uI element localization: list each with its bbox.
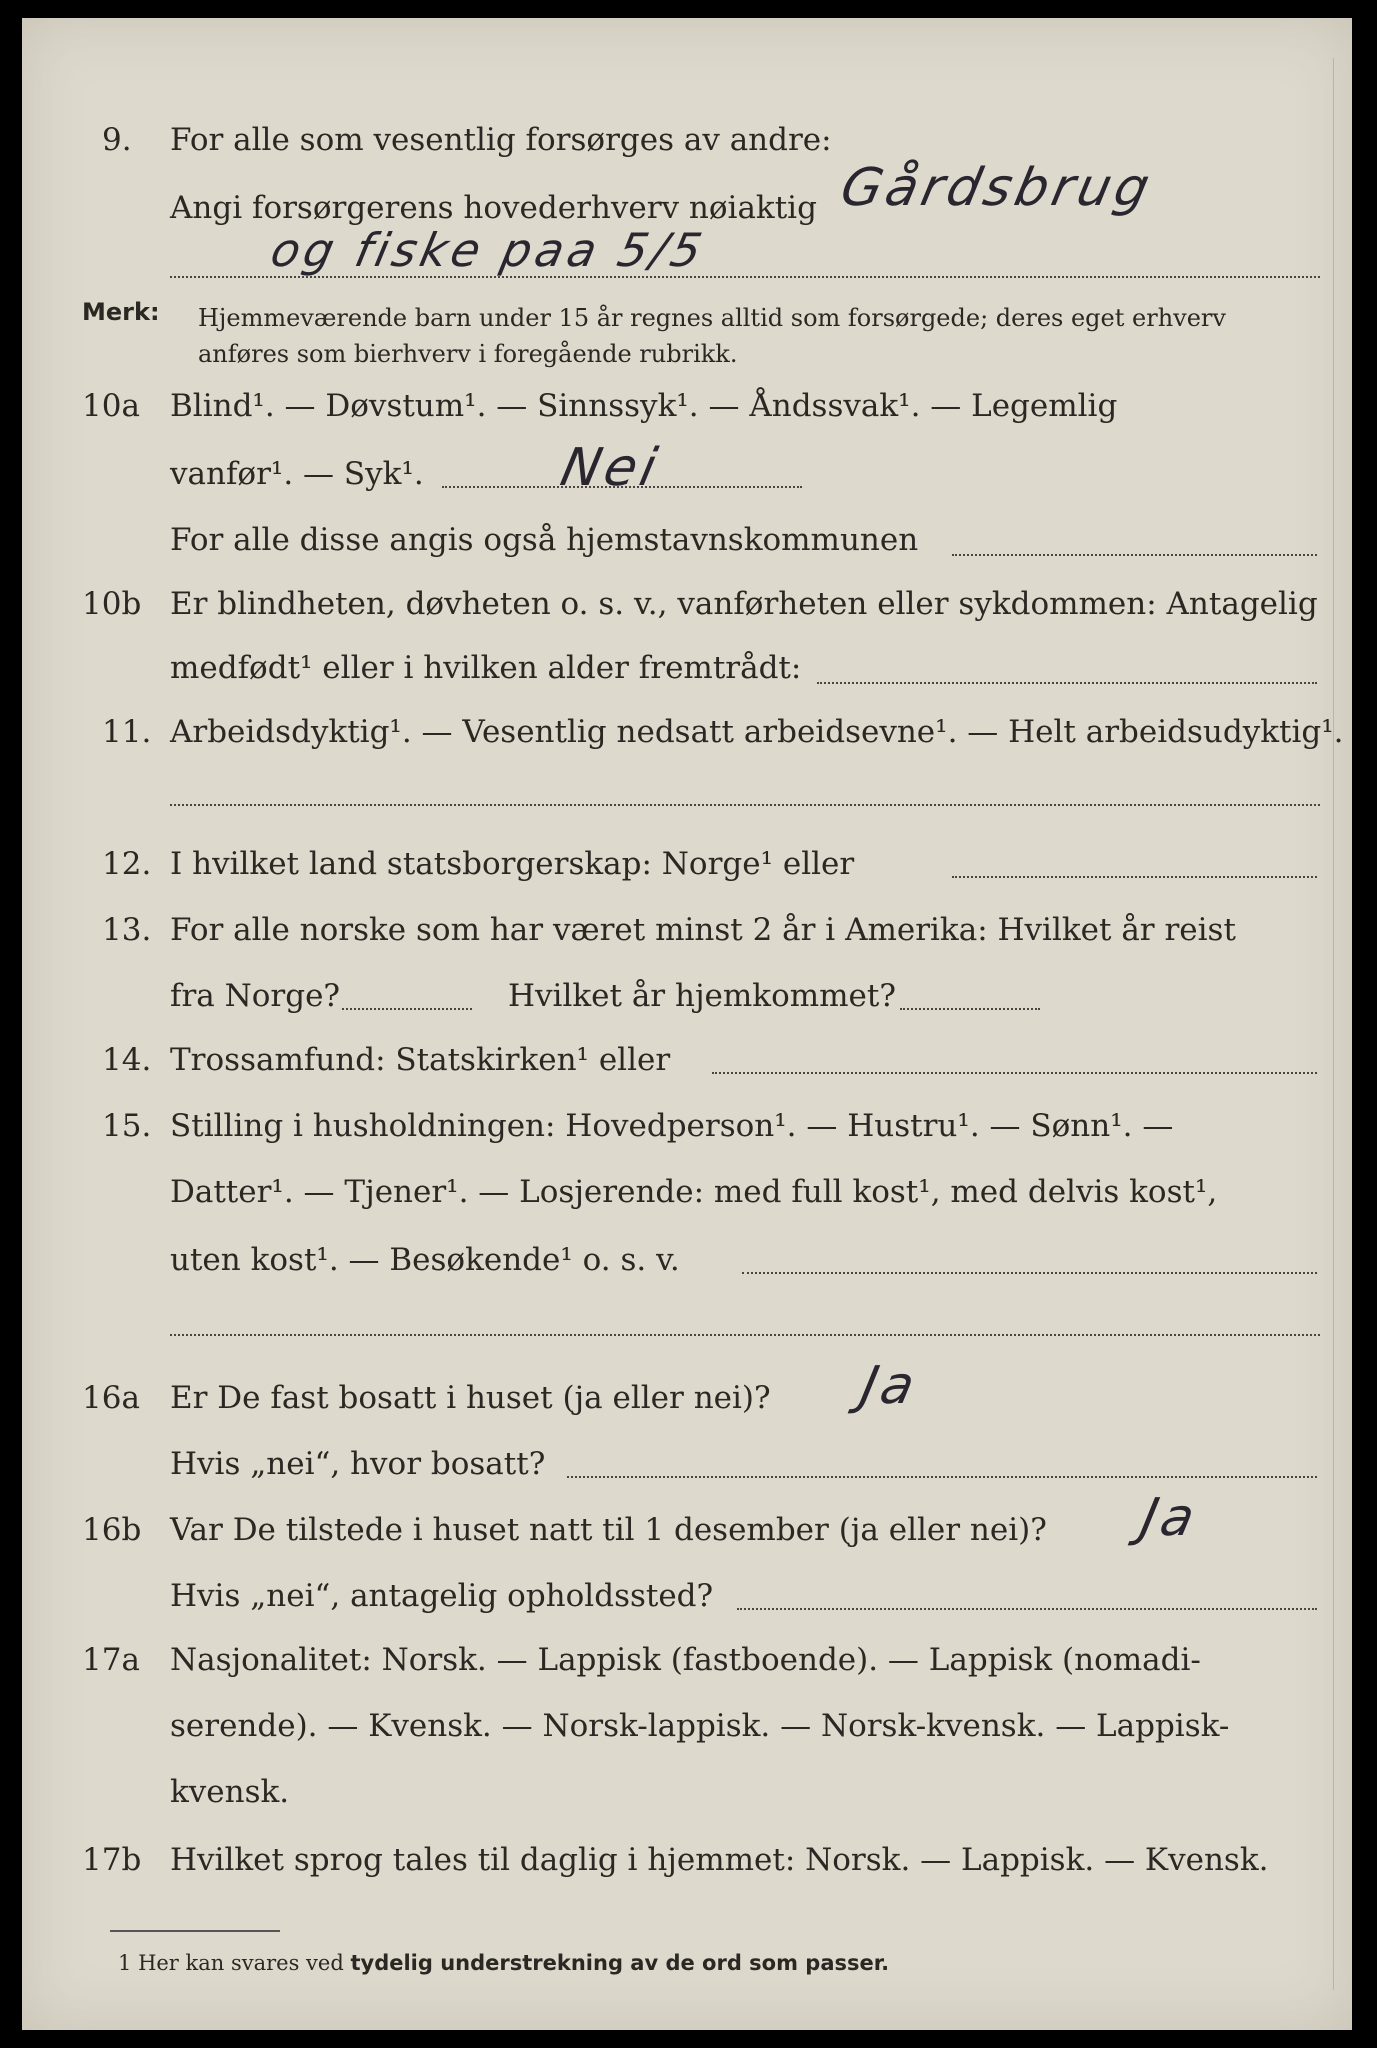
footnote-bold: tydelig understrekning av de ord som passer. xyxy=(350,1951,890,1975)
q13-reist-line[interactable] xyxy=(342,1008,472,1010)
q17a-number: 17a xyxy=(82,1642,140,1678)
q10b-answer-line[interactable] xyxy=(817,682,1317,684)
page-edge xyxy=(1333,58,1334,1990)
q11-text1: Arbeidsdyktig¹. — Vesentlig nedsatt arbeidsevne¹. — Helt arbeidsudyktig¹. xyxy=(170,714,1344,750)
q13-text1: For alle norske som har været minst 2 år i Amerika: Hvilket år reist xyxy=(170,912,1236,948)
q15-answer-line[interactable] xyxy=(742,1272,1317,1274)
footnote xyxy=(118,1951,889,1975)
footnote-mark: 1 xyxy=(118,1951,132,1975)
q12-answer-line[interactable] xyxy=(952,876,1317,878)
q14-text1: Trossamfund: Statskirken¹ eller xyxy=(170,1042,671,1078)
q12-text1: I hvilket land statsborgerskap: Norge¹ eller xyxy=(170,846,855,882)
q13-text2a: fra Norge? xyxy=(170,978,341,1014)
q16a-text1: Er De fast bosatt i huset (ja eller nei)? xyxy=(170,1380,771,1416)
q10a-text2: vanfør¹. — Syk¹. xyxy=(170,456,424,492)
q11-answer-line[interactable] xyxy=(170,804,1320,806)
q9-answer2[interactable]: og fiske paa 5/5 xyxy=(266,223,711,277)
q10a-text1: Blind¹. — Døvstum¹. — Sinnssyk¹. — Åndssvak¹. — Legemlig xyxy=(170,388,1118,424)
census-form-page xyxy=(22,18,1352,2030)
q13-number: 13. xyxy=(102,912,152,948)
q15-text1: Stilling i husholdningen: Hovedperson¹. — Hustru¹. — Sønn¹. — xyxy=(170,1108,1174,1144)
q17b-number: 17b xyxy=(82,1842,142,1878)
q10a-number: 10a xyxy=(82,388,140,424)
q9-text2: Angi forsørgerens hovederhverv nøiaktig xyxy=(170,190,817,226)
q14-answer-line[interactable] xyxy=(712,1072,1317,1074)
q17a-text1: Nasjonalitet: Norsk. — Lappisk (fastboende). — Lappisk (nomadi- xyxy=(170,1642,1201,1678)
q9-number: 9. xyxy=(102,122,132,158)
q9-answer1[interactable]: Gårdsbrug xyxy=(835,158,1159,218)
merk-text2: anføres som bierhverv i foregående rubrikk. xyxy=(198,340,738,368)
merk-text1: Hjemmeværende barn under 15 år regnes alltid som forsørgede; deres eget erhverv xyxy=(198,304,1226,332)
footnote-text: Her kan svares ved xyxy=(138,1951,344,1975)
q15-number: 15. xyxy=(102,1108,152,1144)
q16b-text1: Var De tilstede i huset natt til 1 desember (ja eller nei)? xyxy=(170,1512,1047,1548)
q9-text1: For alle som vesentlig forsørges av andre: xyxy=(170,122,832,158)
q16a-number: 16a xyxy=(82,1380,140,1416)
q10b-number: 10b xyxy=(82,586,142,622)
q16b-number: 16b xyxy=(82,1512,142,1548)
q16a-bosatt-line[interactable] xyxy=(567,1476,1317,1478)
q16a-answer[interactable]: Ja xyxy=(855,1356,924,1416)
q10a-answer[interactable]: Nei xyxy=(555,438,666,498)
q17b-text1: Hvilket sprog tales til daglig i hjemmet: Norsk. — Lappisk. — Kvensk. xyxy=(170,1842,1269,1878)
q15-text3: uten kost¹. — Besøkende¹ o. s. v. xyxy=(170,1242,680,1278)
q11-number: 11. xyxy=(102,714,152,750)
merk-label: Merk: xyxy=(82,298,160,326)
q13-text2b: Hvilket år hjemkommet? xyxy=(508,978,896,1014)
q12-number: 12. xyxy=(102,846,152,882)
q13-hjemkommet-line[interactable] xyxy=(900,1008,1040,1010)
q16b-opholdssted-line[interactable] xyxy=(737,1608,1317,1610)
q10a-text3: For alle disse angis også hjemstavnskommunen xyxy=(170,522,919,558)
q14-number: 14. xyxy=(102,1042,152,1078)
q16a-text2: Hvis „nei“, hvor bosatt? xyxy=(170,1446,546,1482)
q17a-text2: serende). — Kvensk. — Norsk-lappisk. — Norsk-kvensk. — Lappisk- xyxy=(170,1708,1230,1744)
footnote-rule xyxy=(110,1930,280,1932)
q10b-text2: medfødt¹ eller i hvilken alder fremtrådt: xyxy=(170,650,802,686)
q10a-hjemstavn-line[interactable] xyxy=(952,554,1317,556)
q15-extra-line[interactable] xyxy=(170,1334,1320,1336)
q15-text2: Datter¹. — Tjener¹. — Losjerende: med full kost¹, med delvis kost¹, xyxy=(170,1174,1218,1210)
q16b-answer[interactable]: Ja xyxy=(1135,1488,1204,1548)
q10b-text1: Er blindheten, døvheten o. s. v., vanførheten eller sykdommen: Antagelig xyxy=(170,586,1318,622)
q17a-text3: kvensk. xyxy=(170,1774,290,1810)
q16b-text2: Hvis „nei“, antagelig opholdssted? xyxy=(170,1578,714,1614)
